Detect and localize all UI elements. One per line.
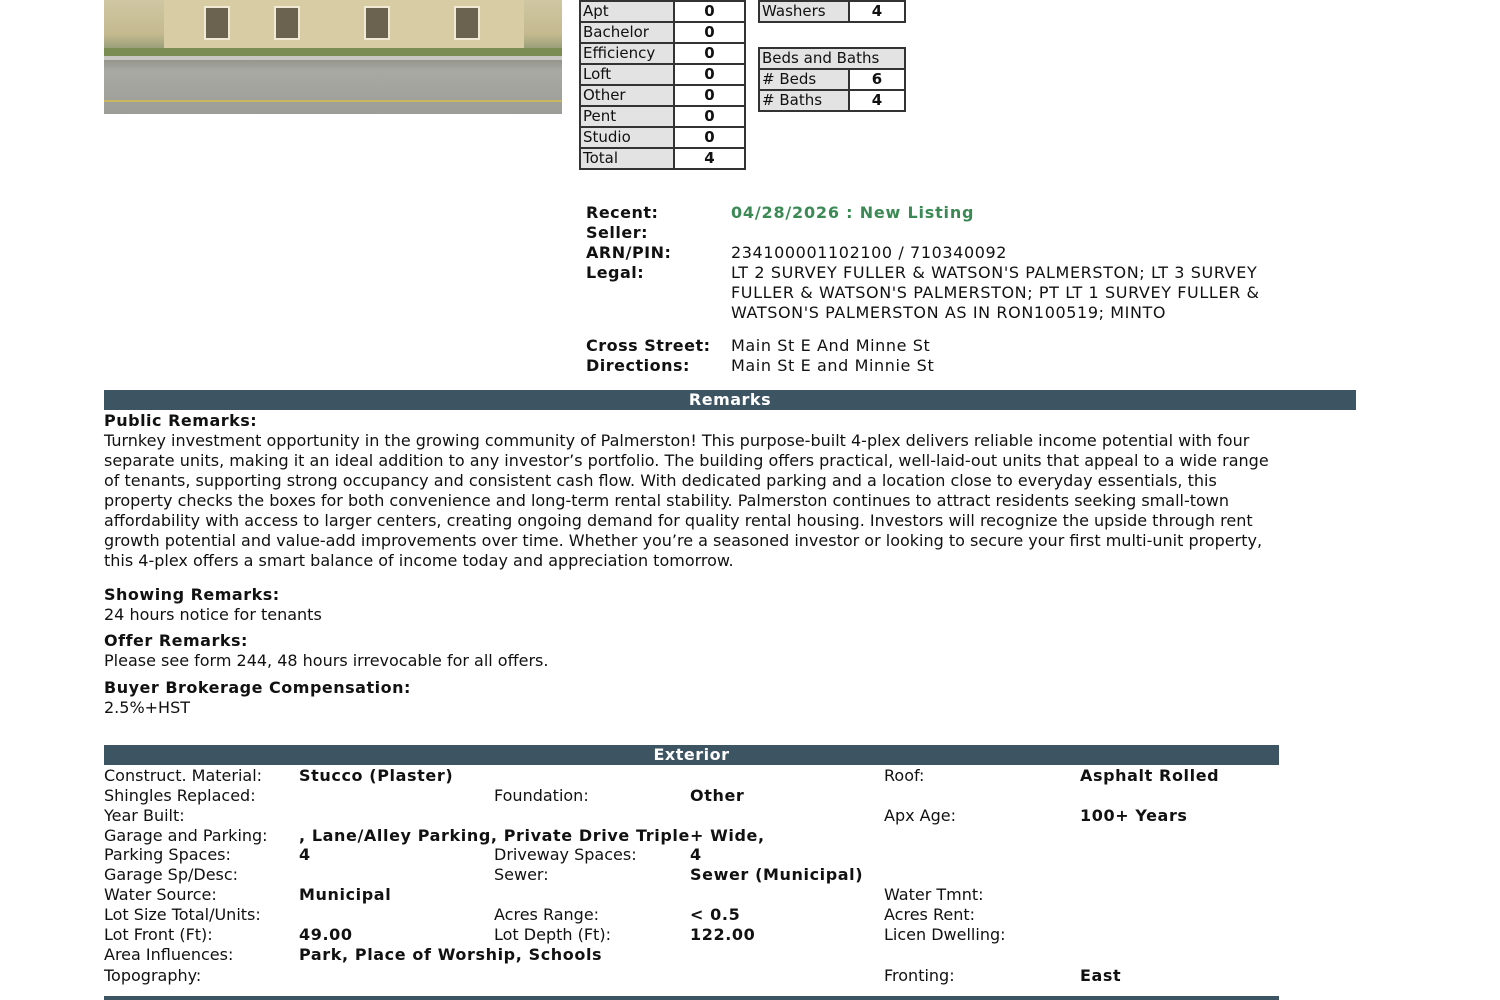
- beds-baths-title: Beds and Baths: [759, 48, 905, 69]
- unit-type-label: Efficiency: [580, 43, 674, 64]
- lot-front-value: 49.00: [299, 925, 353, 944]
- unit-type-label: Studio: [580, 127, 674, 148]
- topography-label: Topography:: [104, 966, 202, 985]
- legal-label: Legal:: [586, 263, 645, 282]
- beds-value: 6: [849, 69, 905, 90]
- table-row: [580, 106, 745, 127]
- remarks-section-header: Remarks: [104, 390, 1356, 410]
- arn-label: ARN/PIN:: [586, 243, 672, 262]
- roof-value: Asphalt Rolled: [1080, 766, 1220, 785]
- year-built-label: Year Built:: [104, 806, 185, 825]
- remarks-line: growth potential and value-add improvements over time. Whether you’re a seasoned investor or looking to secure your first multi-unit property,: [104, 531, 1263, 550]
- driveway-spaces-value: 4: [690, 845, 702, 864]
- table-row: [580, 127, 745, 148]
- house-facade: [164, 0, 524, 53]
- remarks-line: this 4-plex offers a smart balance of income today and appreciation tomorrow.: [104, 551, 734, 570]
- table-row: [580, 1, 745, 22]
- table-row: [759, 69, 905, 90]
- water-source-value: Municipal: [299, 885, 392, 904]
- cross-street-value: Main St E And Minne St: [731, 336, 931, 355]
- baths-value: 4: [849, 90, 905, 111]
- table-row: [759, 1, 905, 22]
- lot-depth-value: 122.00: [690, 925, 756, 944]
- garage-parking-value: , Lane/Alley Parking, Private Drive Triple+ Wide,: [299, 826, 765, 845]
- lawn: [104, 48, 562, 56]
- curb: [104, 56, 562, 60]
- table-row: [580, 22, 745, 43]
- garage-parking-label: Garage and Parking:: [104, 826, 268, 845]
- unit-type-label: Other: [580, 85, 674, 106]
- directions-label: Directions:: [586, 356, 690, 375]
- unit-count: 0: [674, 64, 745, 85]
- washers-table: [758, 0, 906, 23]
- area-influences-value: Park, Place of Worship, Schools: [299, 945, 603, 964]
- parking-spaces-label: Parking Spaces:: [104, 845, 231, 864]
- remarks-line: affordability with access to larger centers, creating ongoing demand for quality rental housing. Investors will recognize the upside through rent: [104, 511, 1253, 530]
- cross-street-label: Cross Street:: [586, 336, 711, 355]
- unit-type-label: Pent: [580, 106, 674, 127]
- road-line: [104, 100, 562, 102]
- garage-sp-label: Garage Sp/Desc:: [104, 865, 239, 884]
- unit-mix-table: [579, 0, 746, 170]
- lot-front-label: Lot Front (Ft):: [104, 925, 213, 944]
- recent-label: Recent:: [586, 203, 659, 222]
- directions-value: Main St E and Minnie St: [731, 356, 935, 375]
- age-value: 100+ Years: [1080, 806, 1188, 825]
- buyer-compensation: [104, 678, 1356, 718]
- construct-material-label: Construct. Material:: [104, 766, 263, 785]
- legal-line: FULLER & WATSON'S PALMERSTON; PT LT 1 SURVEY FULLER &: [731, 283, 1260, 302]
- showing-remarks-value: 24 hours notice for tenants: [104, 605, 322, 624]
- beds-label: # Beds: [759, 69, 849, 90]
- window: [204, 6, 230, 40]
- window: [364, 6, 390, 40]
- unit-count: 0: [674, 127, 745, 148]
- table-row: [580, 85, 745, 106]
- water-source-label: Water Source:: [104, 885, 217, 904]
- baths-label: # Baths: [759, 90, 849, 111]
- showing-remarks-label: Showing Remarks:: [104, 585, 280, 604]
- table-row: [759, 48, 905, 69]
- window: [274, 6, 300, 40]
- licen-dwelling-label: Licen Dwelling:: [884, 925, 1006, 944]
- washers-label: Washers: [759, 1, 849, 22]
- area-influences-label: Area Influences:: [104, 945, 234, 964]
- legal-line: WATSON'S PALMERSTON AS IN RON100519; MINTO: [731, 303, 1167, 322]
- table-row: [580, 148, 745, 169]
- legal-line: LT 2 SURVEY FULLER & WATSON'S PALMERSTON; LT 3 SURVEY: [731, 263, 1258, 282]
- public-remarks: [104, 411, 1356, 571]
- offer-remarks-value: Please see form 244, 48 hours irrevocable for all offers.: [104, 651, 549, 670]
- arn-value: 234100001102100 / 710340092: [731, 243, 1008, 262]
- offer-remarks-label: Offer Remarks:: [104, 631, 248, 650]
- unit-count: 0: [674, 85, 745, 106]
- unit-type-label: Total: [580, 148, 674, 169]
- table-row: [580, 43, 745, 64]
- unit-count: 4: [674, 148, 745, 169]
- remarks-line: property checks the boxes for both convenience and long-term rental stability. Palmerston continues to attract residents seeking small-town: [104, 491, 1230, 510]
- fronting-label: Fronting:: [884, 966, 955, 985]
- lot-size-label: Lot Size Total/Units:: [104, 905, 261, 924]
- unit-type-label: Bachelor: [580, 22, 674, 43]
- unit-count: 0: [674, 1, 745, 22]
- washers-value: 4: [849, 1, 905, 22]
- buyer-compensation-value: 2.5%+HST: [104, 698, 191, 717]
- property-photo: [104, 0, 562, 114]
- exterior-section-header: Exterior: [104, 745, 1279, 765]
- next-section-header: [104, 996, 1279, 1000]
- remarks-line: Turnkey investment opportunity in the growing community of Palmerston! This purpose-built 4-plex delivers reliable income potential with four: [104, 431, 1250, 450]
- showing-remarks: [104, 585, 1356, 625]
- parking-spaces-value: 4: [299, 845, 311, 864]
- table-row: [580, 64, 745, 85]
- unit-type-label: Apt: [580, 1, 674, 22]
- foundation-value: Other: [690, 786, 745, 805]
- lot-depth-label: Lot Depth (Ft):: [494, 925, 611, 944]
- unit-count: 0: [674, 106, 745, 127]
- acres-range-value: < 0.5: [690, 905, 741, 924]
- acres-rent-label: Acres Rent:: [884, 905, 975, 924]
- roof-label: Roof:: [884, 766, 925, 785]
- seller-label: Seller:: [586, 223, 648, 242]
- water-treatment-label: Water Tmnt:: [884, 885, 984, 904]
- construct-material-value: Stucco (Plaster): [299, 766, 454, 785]
- remarks-line: of tenants, supporting strong occupancy and consistent cash flow. With dedicated parking and a location close to everyday essentials, this: [104, 471, 1217, 490]
- buyer-compensation-label: Buyer Brokerage Compensation:: [104, 678, 411, 697]
- sewer-value: Sewer (Municipal): [690, 865, 864, 884]
- beds-baths-table: [758, 47, 906, 112]
- window: [454, 6, 480, 40]
- driveway-spaces-label: Driveway Spaces:: [494, 845, 637, 864]
- acres-range-label: Acres Range:: [494, 905, 600, 924]
- sewer-label: Sewer:: [494, 865, 549, 884]
- recent-value: 04/28/2026 : New Listing: [731, 203, 975, 222]
- offer-remarks: [104, 631, 1356, 671]
- age-label: Apx Age:: [884, 806, 956, 825]
- recent-row: [586, 203, 658, 223]
- remarks-line: separate units, making it an ideal addition to any investor’s portfolio. The building offers practical, well-laid-out units that appeal to a wide range: [104, 451, 1269, 470]
- unit-count: 0: [674, 22, 745, 43]
- unit-count: 0: [674, 43, 745, 64]
- shingles-label: Shingles Replaced:: [104, 786, 256, 805]
- unit-type-label: Loft: [580, 64, 674, 85]
- fronting-value: East: [1080, 966, 1122, 985]
- foundation-label: Foundation:: [494, 786, 589, 805]
- public-remarks-label: Public Remarks:: [104, 411, 258, 430]
- table-row: [759, 90, 905, 111]
